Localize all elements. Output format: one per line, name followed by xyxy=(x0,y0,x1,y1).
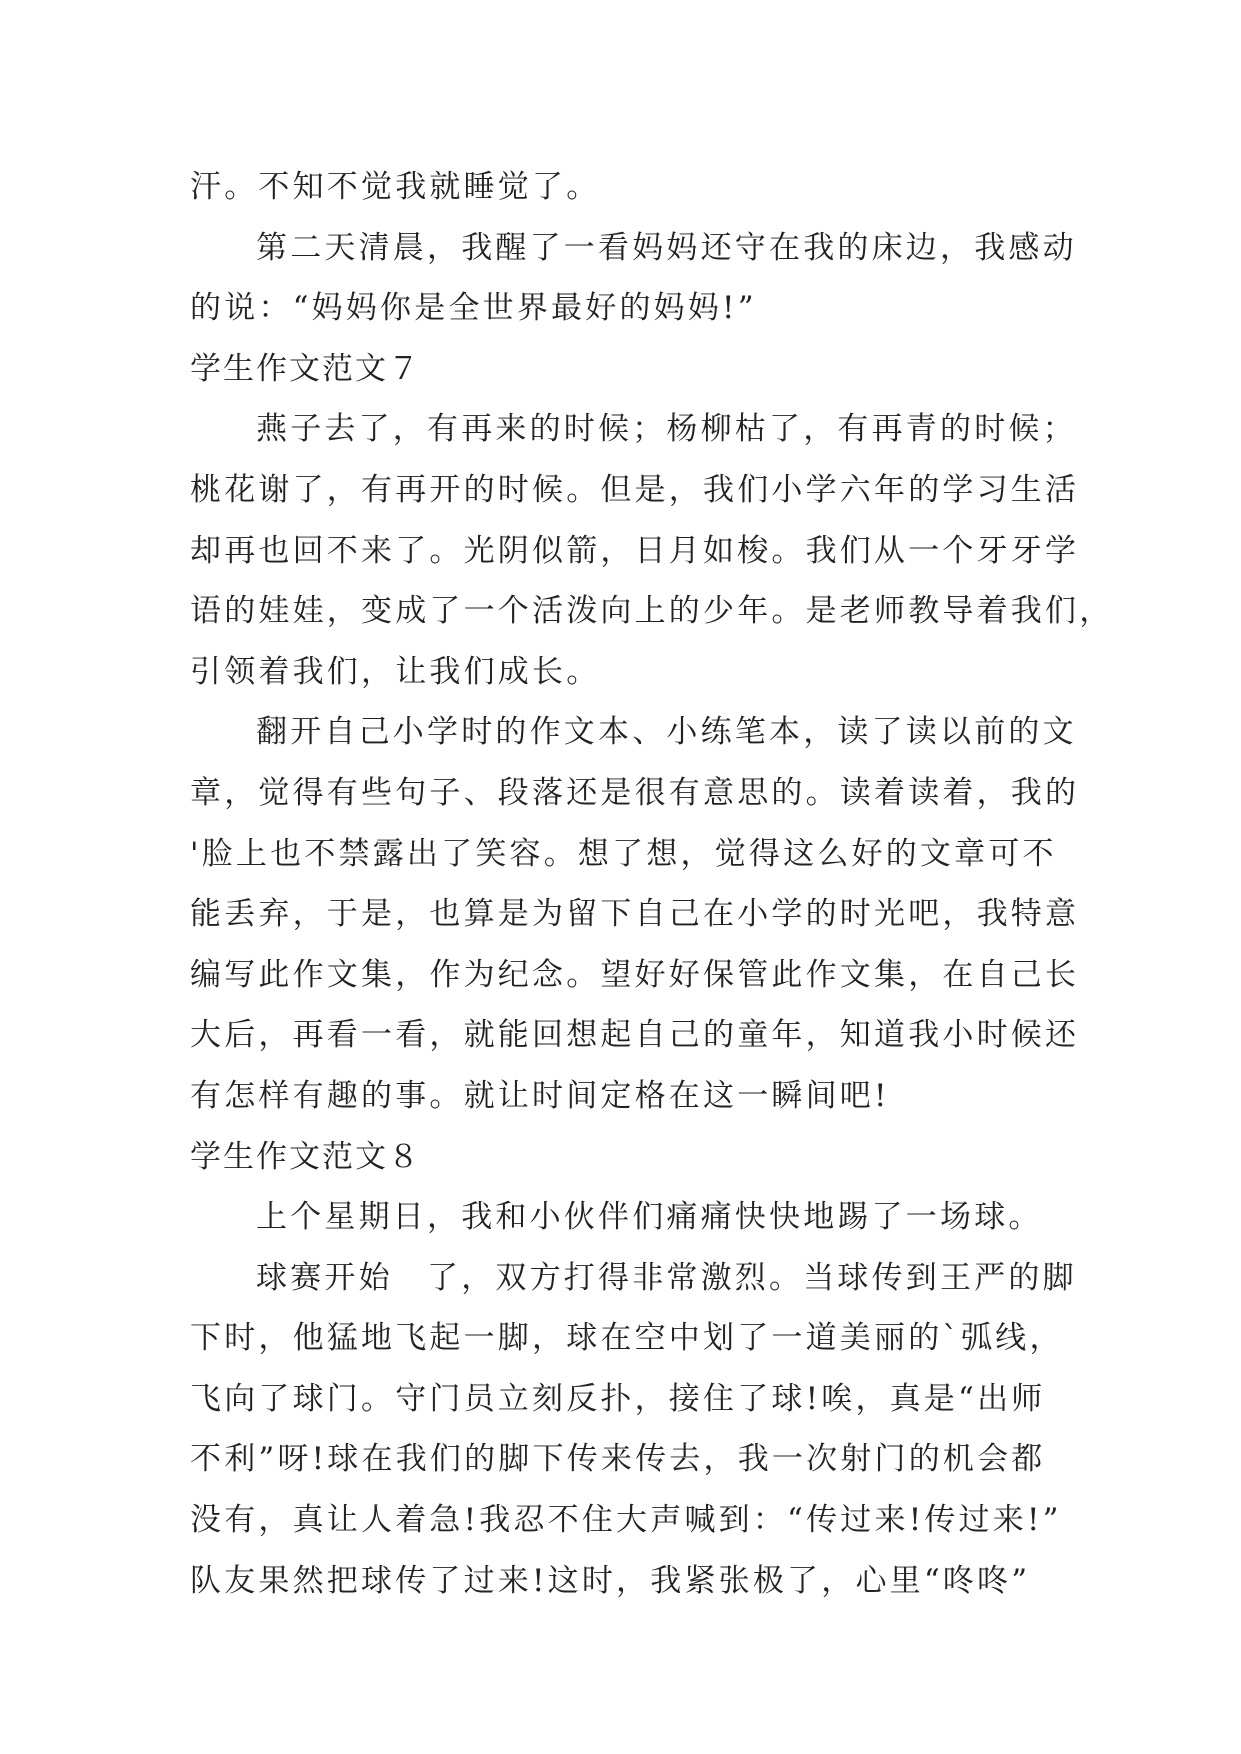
text-line: 编写此作文集，作为纪念。望好好保管此作文集，在自己长 xyxy=(190,956,1080,993)
section-heading: 学生作文范文８ xyxy=(190,1138,421,1175)
section-heading: 学生作文范文７ xyxy=(190,350,421,387)
text-line: 队友果然把球传了过来!这时，我紧张极了，心里“咚咚” xyxy=(190,1562,1031,1599)
text-line: '脸上也不禁露出了笑容。想了想，觉得这么好的文章可不 xyxy=(190,835,1057,872)
text-line: 上个星期日，我和小伙伴们痛痛快快地踢了一场球。 xyxy=(256,1199,1043,1236)
text-line: 不利”呀!球在我们的脚下传来传去，我一次射门的机会都 xyxy=(190,1441,1046,1478)
text-line: 大后，再看一看，就能回想起自己的童年，知道我小时候还 xyxy=(190,1017,1080,1054)
text-line: 引领着我们，让我们成长。 xyxy=(190,653,601,690)
document-body xyxy=(190,157,1114,1611)
text-line: 燕子去了，有再来的时候；杨柳枯了，有再青的时候； xyxy=(256,411,1077,448)
text-line: 翻开自己小学时的作文本、小练笔本，读了读以前的文 xyxy=(256,714,1077,751)
text-line: 语的娃娃，变成了一个活泼向上的少年。是老师教导着我们， xyxy=(190,593,1114,630)
text-line: 桃花谢了，有再开的时候。但是，我们小学六年的学习生活 xyxy=(190,471,1080,508)
text-line: 的说：“妈妈你是全世界最好的妈妈!” xyxy=(190,290,757,327)
text-line: 没有，真让人着急!我忍不住大声喊到：“传过来!传过来!” xyxy=(190,1502,1062,1539)
text-line: 章，觉得有些句子、段落还是很有意思的。读着读着，我的 xyxy=(190,774,1080,811)
text-line: 能丢弃，于是，也算是为留下自己在小学的时光吧，我特意 xyxy=(190,896,1080,933)
text-line: 有怎样有趣的事。就让时间定格在这一瞬间吧! xyxy=(190,1077,890,1114)
text-line: 下时，他猛地飞起一脚，球在空中划了一道美丽的`弧线， xyxy=(190,1320,1064,1357)
text-line: 第二天清晨，我醒了一看妈妈还守在我的床边，我感动 xyxy=(256,229,1077,266)
text-line: 飞向了球门。守门员立刻反扑，接住了球!唉，真是“出师 xyxy=(190,1380,1046,1417)
text-line: 球赛开始 了，双方打得非常激烈。当球传到王严的脚 xyxy=(256,1259,1077,1296)
text-line: 却再也回不来了。光阴似箭，日月如梭。我们从一个牙牙学 xyxy=(190,532,1080,569)
text-line: 汗。不知不觉我就睡觉了。 xyxy=(190,169,601,205)
